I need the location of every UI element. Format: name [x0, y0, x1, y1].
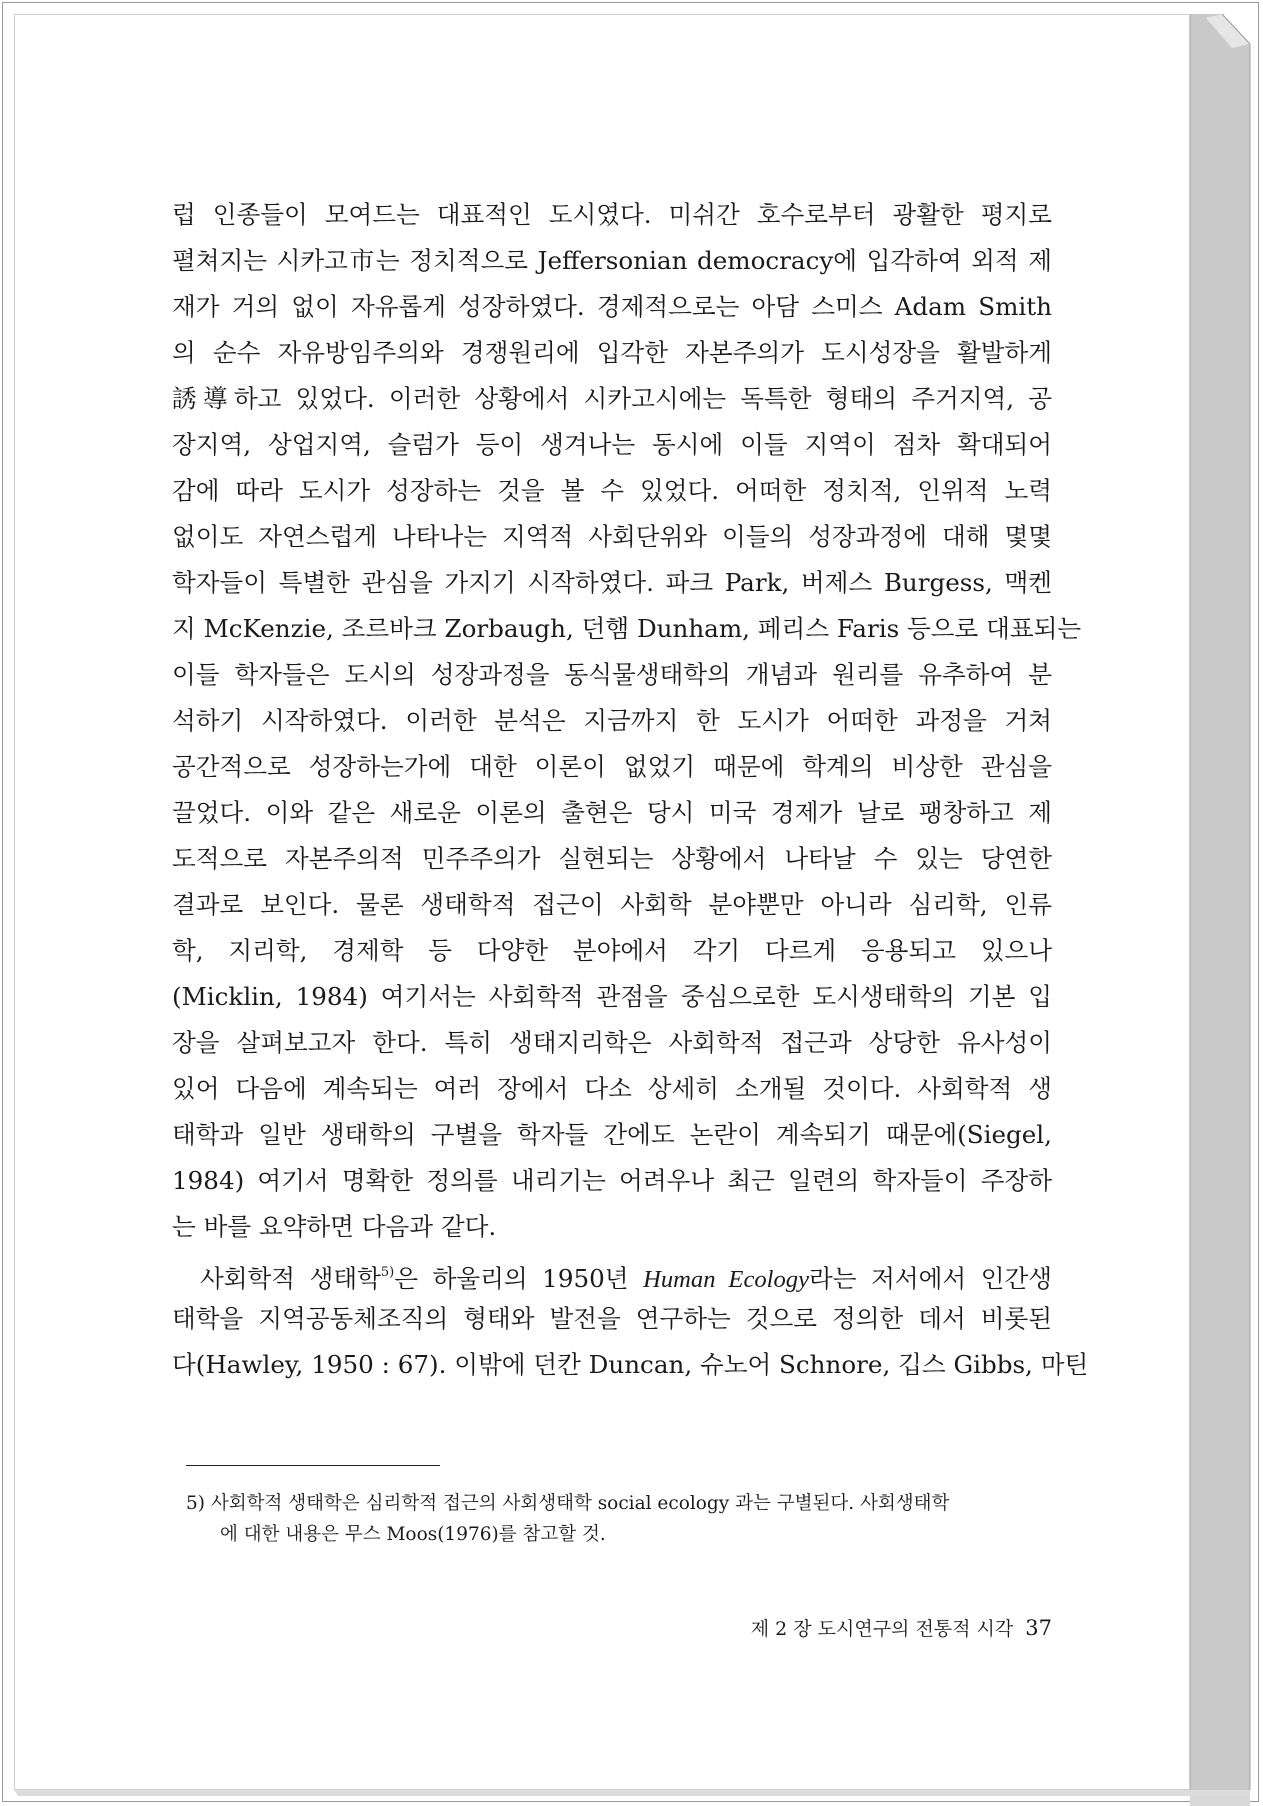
text-line: 학자들이 특별한 관심을 가지기 시작하였다. 파크 Park, 버제스 Burgess, 맥켄 [172, 568, 1052, 597]
text-line: 감에 따라 도시가 성장하는 것을 볼 수 있었다. 어떠한 정치적, 인위적 노력 [172, 476, 1052, 505]
text-line: 장을 살펴보고자 한다. 특히 생태지리학은 사회학적 접근과 상당한 유사성이 [172, 1028, 1052, 1057]
text-line: 석하기 시작하였다. 이러한 분석은 지금까지 한 도시가 어떠한 과정을 거쳐 [172, 706, 1052, 735]
text-line: 끌었다. 이와 같은 새로운 이론의 출현은 당시 미국 경제가 날로 팽창하고 제 [172, 798, 1052, 827]
text-line: 태학과 일반 생태학의 구별을 학자들 간에도 논란이 계속되기 때문에(Siegel, [172, 1120, 1052, 1149]
text-line: 없이도 자연스럽게 나타나는 지역적 사회단위와 이들의 성장과정에 대해 몇몇 [172, 522, 1052, 551]
footnote-line: 5) 사회학적 생태학은 심리학적 접근의 사회생태학 social ecology 과는 구별된다. 사회생태학 [186, 1493, 950, 1514]
text-line: 장지역, 상업지역, 슬럼가 등이 생겨나는 동시에 이들 지역이 점차 확대되어 [172, 430, 1052, 459]
text-run: 은 하울리의 1950년 [394, 1264, 644, 1293]
footnote [186, 1488, 1052, 1550]
book-title-italic: Human Ecology [643, 1266, 810, 1293]
footnote-line: 에 대한 내용은 무스 Moos(1976)를 참고할 것. [220, 1524, 606, 1545]
text-line: 태학을 지역공동체조직의 형태와 발전을 연구하는 것으로 정의한 데서 비롯된 [172, 1304, 1052, 1333]
text-run: 사회학적 생태학 [200, 1264, 381, 1293]
text-line: 는 바를 요약하면 다음과 같다. [172, 1212, 497, 1241]
text-line: 공간적으로 성장하는가에 대한 이론이 없었기 때문에 학계의 비상한 관심을 [172, 752, 1052, 781]
footnote-marker: 5) [380, 1265, 395, 1280]
paragraph-2 [172, 1250, 1089, 1388]
text-line: 결과로 보인다. 물론 생태학적 접근이 사회학 분야뿐만 아니라 심리학, 인류 [172, 890, 1052, 919]
text-line: (Micklin, 1984) 여기서는 사회학적 관점을 중심으로한 도시생태학의 기본 입 [172, 982, 1052, 1011]
text-line: 다(Hawley, 1950 : 67). 이밖에 던칸 Duncan, 슈노어 Schnore, 깁스 Gibbs, 마틴 [172, 1350, 1089, 1379]
text-run: 라는 저서에서 인간생 [809, 1264, 1052, 1293]
footnote-separator [186, 1465, 440, 1466]
text-line: 이들 학자들은 도시의 성장과정을 동식물생태학의 개념과 원리를 유추하여 분 [172, 660, 1052, 689]
body-text [172, 192, 1089, 1388]
paragraph-1 [172, 192, 1082, 1250]
running-footer [712, 1614, 1052, 1641]
text-line: 誘導하고 있었다. 이러한 상황에서 시카고시에는 독특한 형태의 주거지역, 공 [172, 384, 1052, 413]
text-line [172, 1250, 1052, 1296]
text-line: 1984) 여기서 명확한 정의를 내리기는 어려우나 최근 일련의 학자들이 주장하 [172, 1166, 1052, 1195]
text-line: 지 McKenzie, 조르바크 Zorbaugh, 던햄 Dunham, 페리스 Faris 등으로 대표되는 [172, 614, 1082, 643]
text-line: 럽 인종들이 모여드는 대표적인 도시였다. 미쉬간 호수로부터 광활한 평지로 [172, 200, 1052, 229]
text-line: 도적으로 자본주의적 민주주의가 실현되는 상황에서 나타날 수 있는 당연한 [172, 844, 1052, 873]
text-line: 재가 거의 없이 자유롭게 성장하였다. 경제적으로는 아담 스미스 Adam Smith [172, 292, 1052, 321]
text-line: 펼쳐지는 시카고市는 정치적으로 Jeffersonian democracy에 입각하여 외적 제 [172, 246, 1052, 275]
text-line: 의 순수 자유방임주의와 경쟁원리에 입각한 자본주의가 도시성장을 활발하게 [172, 338, 1052, 367]
text-line: 학, 지리학, 경제학 등 다양한 분야에서 각기 다르게 응용되고 있으나 [172, 936, 1052, 965]
text-line: 있어 다음에 계속되는 여러 장에서 다소 상세히 소개될 것이다. 사회학적 생 [172, 1074, 1052, 1103]
page-number: 37 [1025, 1616, 1052, 1640]
running-title: 제 2 장 도시연구의 전통적 시각 [750, 1618, 1014, 1640]
